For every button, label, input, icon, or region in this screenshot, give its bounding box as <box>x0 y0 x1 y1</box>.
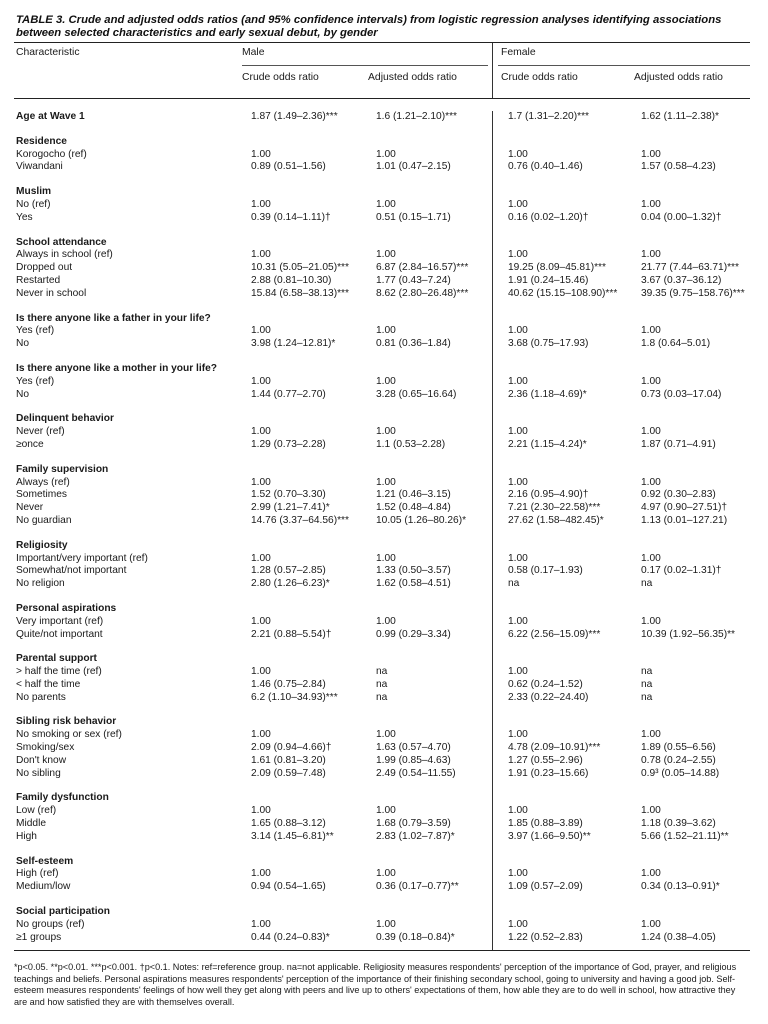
row-label: Dropped out <box>16 262 73 274</box>
section-header <box>14 540 750 553</box>
table-row <box>14 338 750 351</box>
row-label: Yes (ref) <box>16 325 55 337</box>
cell-female-crude: 3.68 (0.75–17.93) <box>508 338 589 350</box>
cell-female-adjusted: 1.62 (1.11–2.38)* <box>641 111 719 122</box>
cell-female-crude: 1.09 (0.57–2.09) <box>508 881 583 893</box>
section-title: Sibling risk behavior <box>16 716 117 728</box>
section-header <box>14 413 750 426</box>
section-header <box>14 136 750 149</box>
table-row <box>14 325 750 338</box>
cell-male-crude: 1.00 <box>251 918 271 930</box>
cell-female-crude: 4.78 (2.09–10.91)*** <box>508 742 601 754</box>
cell-male-crude: 6.2 (1.10–34.93)*** <box>251 691 338 703</box>
cell-male-crude: 2.88 (0.81–10.30) <box>251 274 332 286</box>
table-row <box>14 881 750 894</box>
table-row <box>14 666 750 679</box>
cell-male-adjusted: 3.28 (0.65–16.64) <box>376 388 457 400</box>
cell-female-crude: 1.00 <box>508 805 528 817</box>
table-page <box>14 14 750 1008</box>
row-label: No parents <box>16 691 66 703</box>
cell-female-crude: 40.62 (15.15–108.90)*** <box>508 287 618 299</box>
section-header <box>14 603 750 616</box>
cell-female-crude: 0.62 (0.24–1.52) <box>508 678 583 690</box>
section-title: Personal aspirations <box>16 602 117 614</box>
table-row <box>14 389 750 402</box>
cell-female-adjusted: 1.24 (0.38–4.05) <box>641 931 716 943</box>
row-label: Always in school (ref) <box>16 249 113 261</box>
cell-female-crude: 1.00 <box>508 666 528 678</box>
row-label: Important/very important (ref) <box>16 552 148 564</box>
cell-male-adjusted: 0.39 (0.18–0.84)* <box>376 931 455 943</box>
row-label: No smoking or sex (ref) <box>16 729 122 741</box>
section-title: Family supervision <box>16 463 109 475</box>
cell-female-adjusted: 5.66 (1.52–21.11)** <box>641 830 729 842</box>
cell-male-crude: 1.00 <box>251 325 271 337</box>
cell-male-adjusted: na <box>376 691 388 703</box>
table-row <box>14 578 750 591</box>
table-row <box>14 275 750 288</box>
section-title: Family dysfunction <box>16 792 109 804</box>
cell-female-adjusted: 1.89 (0.55–6.56) <box>641 742 716 754</box>
cell-female-crude: 1.00 <box>508 615 528 627</box>
table-row <box>14 553 750 566</box>
header-female: Female <box>501 47 536 58</box>
cell-female-adjusted: 1.00 <box>641 552 661 564</box>
cell-female-crude: 0.76 (0.40–1.46) <box>508 161 583 173</box>
cell-female-adjusted: na <box>641 691 653 703</box>
cell-male-adjusted: 2.49 (0.54–11.55) <box>376 767 456 779</box>
cell-male-adjusted: 1.00 <box>376 615 396 627</box>
cell-male-crude: 2.99 (1.21–7.41)* <box>251 502 330 514</box>
cell-male-adjusted: 1.62 (0.58–4.51) <box>376 578 451 590</box>
table-row <box>14 729 750 742</box>
cell-male-crude: 2.09 (0.94–4.66)† <box>251 742 332 754</box>
cell-male-adjusted: 1.77 (0.43–7.24) <box>376 274 451 286</box>
cell-female-crude: 0.16 (0.02–1.20)† <box>508 211 589 223</box>
cell-male-adjusted: 0.51 (0.15–1.71) <box>376 211 451 223</box>
cell-female-adjusted: 1.57 (0.58–4.23) <box>641 161 716 173</box>
cell-male-adjusted: na <box>376 666 388 678</box>
table-row <box>14 742 750 755</box>
table-row <box>14 768 750 781</box>
cell-female-crude: 2.21 (1.15–4.24)* <box>508 438 587 450</box>
row-label: Medium/low <box>16 881 71 893</box>
section-title: Parental support <box>16 653 97 665</box>
cell-male-adjusted: 2.83 (1.02–7.87)* <box>376 830 455 842</box>
cell-male-crude: 1.00 <box>251 198 271 210</box>
group-divider <box>492 43 493 98</box>
cell-male-crude: 1.00 <box>251 615 271 627</box>
cell-male-adjusted: 1.21 (0.46–3.15) <box>376 489 451 501</box>
cell-female-adjusted: 3.67 (0.37–36.12) <box>641 274 722 286</box>
table-row <box>14 262 750 275</box>
cell-female-adjusted: 1.00 <box>641 805 661 817</box>
table-header <box>14 43 750 98</box>
row-label: Don't know <box>16 754 67 766</box>
row-label: Somewhat/not important <box>16 565 127 577</box>
section-header <box>14 237 750 250</box>
cell-female-crude: 1.27 (0.55–2.96) <box>508 754 583 766</box>
cell-female-crude: 1.00 <box>508 918 528 930</box>
cell-male-crude: 1.28 (0.57–2.85) <box>251 565 326 577</box>
row-label: Korogocho (ref) <box>16 148 87 160</box>
cell-female-adjusted: 1.00 <box>641 249 661 261</box>
row-label: Viwandani <box>16 161 63 173</box>
row-label: No <box>16 338 30 350</box>
row-label: ≥once <box>16 438 44 450</box>
cell-female-crude: 1.00 <box>508 249 528 261</box>
cell-male-crude: 1.00 <box>251 249 271 261</box>
cell-male-crude: 1.00 <box>251 552 271 564</box>
cell-female-adjusted: 1.00 <box>641 729 661 741</box>
section-title: Delinquent behavior <box>16 413 114 425</box>
cell-male-adjusted: 1.63 (0.57–4.70) <box>376 742 451 754</box>
cell-male-crude: 2.21 (0.88–5.54)† <box>251 628 332 640</box>
table-row <box>14 502 750 515</box>
cell-female-crude: 7.21 (2.30–22.58)*** <box>508 502 601 514</box>
cell-male-crude: 1.29 (0.73–2.28) <box>251 438 326 450</box>
cell-male-crude: 1.00 <box>251 868 271 880</box>
row-label: High (ref) <box>16 868 59 880</box>
cell-male-crude: 1.00 <box>251 729 271 741</box>
cell-female-crude: 1.91 (0.24–15.46) <box>508 274 589 286</box>
cell-male-adjusted: 0.99 (0.29–3.34) <box>376 628 451 640</box>
cell-female-crude: 27.62 (1.58–482.45)* <box>508 514 604 526</box>
cell-male-adjusted: 1.6 (1.21–2.10)*** <box>376 111 457 122</box>
row-label: No (ref) <box>16 198 51 210</box>
table-row <box>14 565 750 578</box>
cell-female-adjusted: 1.00 <box>641 375 661 387</box>
row-label: ≥1 groups <box>16 931 62 943</box>
cell-male-adjusted: 1.00 <box>376 729 396 741</box>
cell-male-adjusted: 1.01 (0.47–2.15) <box>376 161 451 173</box>
table-row <box>14 818 750 831</box>
cell-male-crude: 1.46 (0.75–2.84) <box>251 678 326 690</box>
cell-female-adjusted: 1.00 <box>641 325 661 337</box>
cell-male-crude: 0.44 (0.24–0.83)* <box>251 931 330 943</box>
cell-male-crude: 1.44 (0.77–2.70) <box>251 388 326 400</box>
table-row <box>14 199 750 212</box>
table-row <box>14 831 750 844</box>
row-label: No religion <box>16 578 65 590</box>
cell-female-crude: 1.00 <box>508 426 528 438</box>
cell-female-adjusted: 0.04 (0.00–1.32)† <box>641 211 722 223</box>
table-row <box>14 376 750 389</box>
section-header <box>14 792 750 805</box>
cell-male-crude: 0.89 (0.51–1.56) <box>251 161 326 173</box>
section-header <box>14 186 750 199</box>
header-male-adjusted: Adjusted odds ratio <box>368 72 457 83</box>
section-header <box>14 906 750 919</box>
section-title: Self-esteem <box>16 855 74 867</box>
cell-male-crude: 15.84 (6.58–38.13)*** <box>251 287 349 299</box>
cell-female-crude: 3.97 (1.66–9.50)** <box>508 830 591 842</box>
table-row <box>14 616 750 629</box>
header-characteristic: Characteristic <box>16 47 80 58</box>
row-label: No sibling <box>16 767 61 779</box>
cell-female-adjusted: 1.87 (0.71–4.91) <box>641 438 716 450</box>
cell-male-crude: 1.00 <box>251 148 271 160</box>
cell-female-adjusted: na <box>641 578 653 590</box>
table-row <box>14 755 750 768</box>
table-body <box>14 111 750 944</box>
row-label: Smoking/sex <box>16 742 75 754</box>
cell-male-adjusted: 1.1 (0.53–2.28) <box>376 438 446 450</box>
cell-male-adjusted: 1.00 <box>376 805 396 817</box>
section-header <box>14 716 750 729</box>
cell-female-crude: 19.25 (8.09–45.81)*** <box>508 262 606 274</box>
cell-female-crude: 1.00 <box>508 476 528 488</box>
section-header <box>14 111 750 124</box>
cell-female-adjusted: 0.73 (0.03–17.04) <box>641 388 722 400</box>
cell-male-crude: 1.52 (0.70–3.30) <box>251 489 326 501</box>
header-rule <box>14 98 750 99</box>
cell-female-crude: na <box>508 578 520 590</box>
cell-female-crude: 2.33 (0.22–24.40) <box>508 691 589 703</box>
cell-male-adjusted: 1.00 <box>376 918 396 930</box>
cell-male-crude: 1.00 <box>251 805 271 817</box>
cell-female-adjusted: 10.39 (1.92–56.35)** <box>641 628 736 640</box>
cell-male-crude: 1.00 <box>251 476 271 488</box>
cell-male-adjusted: 1.33 (0.50–3.57) <box>376 565 451 577</box>
table-row <box>14 679 750 692</box>
cell-female-adjusted: 1.00 <box>641 918 661 930</box>
cell-male-adjusted: 1.00 <box>376 198 396 210</box>
row-label: Yes <box>16 211 33 223</box>
cell-male-crude: 10.31 (5.05–21.05)*** <box>251 262 349 274</box>
table-row <box>14 161 750 174</box>
cell-male-adjusted: 1.00 <box>376 476 396 488</box>
row-label: Middle <box>16 818 47 830</box>
table-title: TABLE 3. Crude and adjusted odds ratios (and 95% confidence intervals) from logistic regression analyses identifying associations between selected characteristics and early sexual debut, by gender <box>16 14 722 39</box>
cell-male-adjusted: 1.68 (0.79–3.59) <box>376 818 451 830</box>
row-label: No groups (ref) <box>16 918 85 930</box>
row-label: Restarted <box>16 274 61 286</box>
cell-female-adjusted: 4.97 (0.90–27.51)† <box>641 502 728 514</box>
row-label: Low (ref) <box>16 805 57 817</box>
cell-female-crude: 1.00 <box>508 868 528 880</box>
cell-male-adjusted: 1.00 <box>376 148 396 160</box>
table-notes: *p<0.05. **p<0.01. ***p<0.001. †p<0.1. Notes: ref=reference group. na=not applicable. Religiosity measures respondents' perception of the importance of God, prayer, and religious teachings and beliefs. Personal aspirations measures respondents' perception of the importance of their finishing secondary school, going to university and having a good job. Self-esteem measures respondents' feelings of how well they get along with peers and live up to others' expectations of them, how able they are to do well in school, how attractive they are and how satisfied they are with themselves overall. <box>14 962 737 1007</box>
table-row <box>14 629 750 642</box>
header-male-crude: Crude odds ratio <box>242 72 319 83</box>
male-underline <box>242 65 488 66</box>
cell-female-adjusted: 1.8 (0.64–5.01) <box>641 338 711 350</box>
cell-male-crude: 0.94 (0.54–1.65) <box>251 881 326 893</box>
header-female-crude: Crude odds ratio <box>501 72 578 83</box>
cell-female-crude: 0.58 (0.17–1.93) <box>508 565 583 577</box>
female-underline <box>498 65 750 66</box>
cell-male-crude: 1.87 (1.49–2.36)*** <box>251 111 338 122</box>
section-header <box>14 464 750 477</box>
cell-female-adjusted: 1.00 <box>641 615 661 627</box>
table-row <box>14 439 750 452</box>
section-header <box>14 856 750 869</box>
cell-female-crude: 6.22 (2.56–15.09)*** <box>508 628 601 640</box>
cell-female-adjusted: 1.13 (0.01–127.21) <box>641 514 728 526</box>
section-title: Social participation <box>16 906 110 918</box>
cell-male-adjusted: 0.36 (0.17–0.77)** <box>376 881 459 893</box>
row-label: < half the time <box>16 678 81 690</box>
section-header <box>14 363 750 376</box>
cell-female-crude: 1.00 <box>508 375 528 387</box>
cell-female-crude: 1.22 (0.52–2.83) <box>508 931 583 943</box>
section-title: Residence <box>16 135 67 147</box>
cell-female-adjusted: 0.34 (0.13–0.91)* <box>641 881 720 893</box>
table-row <box>14 868 750 881</box>
table-row <box>14 919 750 932</box>
row-label: > half the time (ref) <box>16 666 102 678</box>
table-row <box>14 212 750 225</box>
cell-female-crude: 2.16 (0.95–4.90)† <box>508 489 589 501</box>
row-label: High <box>16 830 37 842</box>
row-label: Never (ref) <box>16 426 65 438</box>
cell-female-adjusted: 1.00 <box>641 868 661 880</box>
section-title: Is there anyone like a father in your life? <box>16 312 211 324</box>
cell-male-crude: 14.76 (3.37–64.56)*** <box>251 514 349 526</box>
row-label: Yes (ref) <box>16 375 55 387</box>
cell-female-adjusted: 1.00 <box>641 148 661 160</box>
cell-female-adjusted: 0.78 (0.24–2.55) <box>641 754 716 766</box>
table-row <box>14 288 750 301</box>
cell-male-crude: 1.00 <box>251 666 271 678</box>
section-header <box>14 653 750 666</box>
cell-male-adjusted: 1.52 (0.48–4.84) <box>376 502 451 514</box>
row-label: Always (ref) <box>16 476 70 488</box>
cell-male-crude: 1.00 <box>251 426 271 438</box>
cell-female-adjusted: 1.18 (0.39–3.62) <box>641 818 716 830</box>
bottom-rule <box>14 950 750 951</box>
table-row <box>14 489 750 502</box>
cell-male-crude: 3.14 (1.45–6.81)** <box>251 830 334 842</box>
table-row <box>14 932 750 945</box>
cell-male-adjusted: 1.00 <box>376 868 396 880</box>
section-title: Age at Wave 1 <box>16 111 85 122</box>
cell-male-crude: 0.39 (0.14–1.11)† <box>251 211 331 223</box>
section-title: Religiosity <box>16 539 68 551</box>
header-male: Male <box>242 47 265 58</box>
cell-male-crude: 3.98 (1.24–12.81)* <box>251 338 336 350</box>
cell-female-crude: 1.00 <box>508 198 528 210</box>
table-row <box>14 515 750 528</box>
row-label: Quite/not important <box>16 628 103 640</box>
section-title: Muslim <box>16 186 52 198</box>
cell-male-adjusted: 1.00 <box>376 325 396 337</box>
table-row <box>14 805 750 818</box>
table-row <box>14 426 750 439</box>
cell-male-adjusted: 1.00 <box>376 249 396 261</box>
cell-female-crude: 2.36 (1.18–4.69)* <box>508 388 587 400</box>
cell-male-adjusted: 1.00 <box>376 375 396 387</box>
cell-female-crude: 1.00 <box>508 148 528 160</box>
cell-female-adjusted: 39.35 (9.75–158.76)*** <box>641 287 745 299</box>
section-title: School attendance <box>16 236 107 248</box>
cell-male-crude: 1.61 (0.81–3.20) <box>251 754 326 766</box>
cell-male-crude: 1.00 <box>251 375 271 387</box>
cell-female-adjusted: 21.77 (7.44–63.71)*** <box>641 262 739 274</box>
row-label: No <box>16 388 30 400</box>
table-row <box>14 477 750 490</box>
cell-male-adjusted: 8.62 (2.80–26.48)*** <box>376 287 469 299</box>
cell-male-adjusted: 6.87 (2.84–16.57)*** <box>376 262 469 274</box>
cell-male-crude: 2.09 (0.59–7.48) <box>251 767 326 779</box>
row-label: Never <box>16 502 44 514</box>
cell-female-adjusted: na <box>641 666 653 678</box>
cell-female-adjusted: 0.92 (0.30–2.83) <box>641 489 716 501</box>
cell-female-crude: 1.85 (0.88–3.89) <box>508 818 583 830</box>
cell-female-crude: 1.7 (1.31–2.20)*** <box>508 111 589 122</box>
row-label: Sometimes <box>16 489 67 501</box>
cell-male-adjusted: na <box>376 678 388 690</box>
cell-male-adjusted: 1.00 <box>376 426 396 438</box>
section-header <box>14 313 750 326</box>
cell-male-adjusted: 1.99 (0.85–4.63) <box>376 754 451 766</box>
table-row <box>14 692 750 705</box>
table-row <box>14 149 750 162</box>
cell-female-crude: 1.00 <box>508 552 528 564</box>
cell-female-adjusted: 0.9³ (0.05–14.88) <box>641 767 720 779</box>
cell-female-adjusted: 1.00 <box>641 476 661 488</box>
section-title: Is there anyone like a mother in your life? <box>16 362 217 374</box>
cell-female-crude: 1.91 (0.23–15.66) <box>508 767 589 779</box>
cell-female-crude: 1.00 <box>508 325 528 337</box>
cell-female-adjusted: na <box>641 678 653 690</box>
header-female-adjusted: Adjusted odds ratio <box>634 72 723 83</box>
cell-male-adjusted: 0.81 (0.36–1.84) <box>376 338 451 350</box>
cell-male-crude: 2.80 (1.26–6.23)* <box>251 578 330 590</box>
row-label: Very important (ref) <box>16 615 104 627</box>
row-label: No guardian <box>16 514 72 526</box>
cell-male-adjusted: 10.05 (1.26–80.26)* <box>376 514 467 526</box>
cell-male-crude: 1.65 (0.88–3.12) <box>251 818 326 830</box>
cell-female-adjusted: 0.17 (0.02–1.31)† <box>641 565 722 577</box>
cell-female-crude: 1.00 <box>508 729 528 741</box>
cell-female-adjusted: 1.00 <box>641 426 661 438</box>
table-row <box>14 249 750 262</box>
cell-female-adjusted: 1.00 <box>641 198 661 210</box>
row-label: Never in school <box>16 287 87 299</box>
cell-male-adjusted: 1.00 <box>376 552 396 564</box>
